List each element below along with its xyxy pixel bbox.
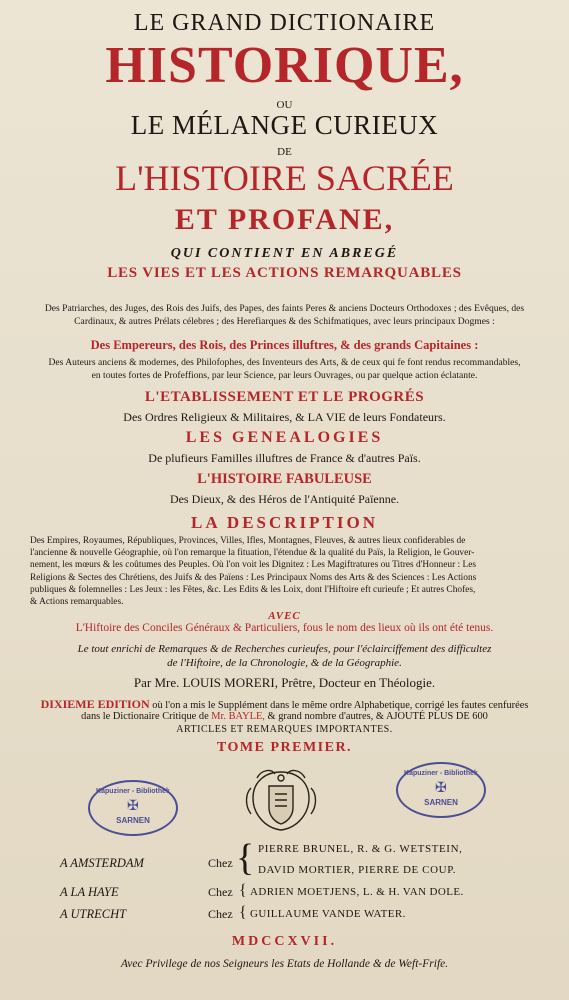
- edition-bayle: Mr. BAYLE,: [211, 711, 265, 722]
- tome-line: TOME PREMIER.: [216, 740, 353, 755]
- title-line-1: LE GRAND DICTIONAIRE: [133, 10, 436, 36]
- author-line: Par Mre. LOUIS MORERI, Prêtre, Docteur en Théologie.: [133, 675, 436, 690]
- auteurs-line-2: en toutes fortes de Profeffions, par leur Science, par leurs Ouvrages, ou par quelque action éclatante.: [91, 370, 478, 381]
- enrichi-line-2: de l'Hiftoire, de la Chronologie, & de la Géographie.: [167, 657, 402, 669]
- avec-label: AVEC: [268, 610, 301, 622]
- edition-text-2a: dans le Dictionaire Critique de: [81, 711, 209, 722]
- etablissement-text: Des Ordres Religieux & Militaires, & LA VIE de leurs Fondateurs.: [123, 410, 446, 424]
- edition-line-2: [0, 711, 569, 722]
- brace-icon: {: [236, 837, 255, 879]
- edition-text-1: où l'on a mis le Supplément dans le même ordre Alphabetique, corrigé les fautes cenfurées: [152, 700, 529, 711]
- imprint-utrecht-publisher: GUILLAUME VANDE WATER.: [250, 908, 406, 920]
- title-line-6: L'HISTOIRE SACRÉE: [115, 158, 454, 198]
- description-heading: LA DESCRIPTION: [190, 513, 378, 532]
- genealogies-heading: LES GENEALOGIES: [185, 429, 384, 446]
- imprint-amsterdam-line-1: PIERRE BRUNEL, R. & G. WETSTEIN,: [258, 843, 463, 855]
- title-line-7: ET PROFANE,: [174, 203, 395, 236]
- imprint-chez-2: Chez: [208, 885, 233, 899]
- conciles-line: L'Hiftoire des Conciles Généraux & Particuliers, fous le nom des lieux où ils ont été tenus.: [75, 622, 494, 634]
- stamp-right-top: Kapuziner - Bibliothek: [404, 770, 478, 777]
- library-stamp-left: [88, 780, 178, 836]
- vies-text-1: Des Patriarches, des Juges, des Rois des Juifs, des Papes, des faints Peres & anciens Docteurs Orthodoxes ; des Evêques, des: [44, 303, 525, 314]
- title-de: DE: [277, 146, 292, 158]
- edition-text-2c: & grand nombre d'autres, & AJOUTÉ PLUS DE 600: [267, 711, 488, 722]
- cross-icon: ✠: [435, 779, 447, 795]
- library-stamp-right: [396, 762, 486, 818]
- auteurs-line-1: Des Auteurs anciens & modernes, des Philofophes, des Inventeurs des Arts, & de ceux qui fe font rendus recommandables,: [48, 357, 521, 368]
- description-line: Des Empires, Royaumes, Républiques, Provinces, Villes, Ifles, Montagnes, Fleuves, & autres lieux confiderables de: [30, 536, 466, 546]
- small-brace-icon: {: [239, 904, 247, 921]
- imprint-city-utrecht: A UTRECHT: [60, 907, 127, 921]
- description-line: l'ancienne & nouvelle Géographie, où l'on remarque la fituation, l'étendue & la qualité du Païs, la Religion, le Gouver-: [30, 548, 475, 559]
- description-paragraph: [30, 535, 540, 608]
- imprint-haye-publisher: ADRIEN MOETJENS, L. & H. VAN DOLE.: [250, 886, 464, 898]
- stamp-right-bottom: SARNEN: [424, 798, 458, 807]
- edition-label: DIXIEME EDITION: [40, 697, 150, 711]
- empereurs-line: Des Empereurs, des Rois, des Princes illuftres, & des grands Capitaines :: [90, 338, 479, 352]
- cross-icon: ✠: [127, 797, 139, 813]
- fabuleuse-text: Des Dieux, & des Héros de l'Antiquité Païenne.: [169, 492, 400, 506]
- genealogies-text: De plufieurs Familles illuftres de France & d'autres Païs.: [148, 451, 421, 465]
- vies-text-2: Cardinaux, & autres Prélats célebres ; des Herefiarques & des Schifmatiques, avec leurs principaux Dogmes :: [74, 316, 495, 327]
- title-main-word: HISTORIQUE,: [105, 37, 464, 94]
- enrichi-line-1: Le tout enrichi de Remarques & de Recherches curieufes, pour l'éclairciffement des difficultez: [77, 643, 492, 655]
- printer-device-ornament-icon: [243, 768, 319, 834]
- description-line: publiques & folemnelles : Les Jeux : les Fêtes, &c. Les Edits & les Loix, dont l'Hiftoire eft curieufe ; Et autres Chofes,: [30, 584, 476, 595]
- description-line: & Actions remarquables.: [30, 597, 124, 608]
- imprint-chez-3: Chez: [208, 907, 233, 921]
- title-line-4: LE MÉLANGE CURIEUX: [130, 110, 439, 140]
- stamp-left-bottom: SARNEN: [116, 816, 150, 825]
- fabuleuse-heading: L'HISTOIRE FABULEUSE: [197, 471, 372, 487]
- title-ou: OU: [276, 99, 293, 111]
- imprint-privilege: Avec Privilege de nos Seigneurs les Etats de Hollande & de Weft-Frife.: [120, 958, 449, 970]
- imprint-year: MDCCXVII.: [231, 934, 338, 949]
- description-line: Religions & Sectes des Chrétiens, des Juifs & des Païens : Les Principaux Noms des Arts & des Sciences : Les Actions: [30, 572, 477, 583]
- description-line: nement, les mœurs & les coûtumes des Peuples. Où l'on voit les Dignitez : Les Magiftratures ou Titres d'Honneur : Les: [30, 560, 477, 571]
- etablissement-heading: L'ETABLISSEMENT ET LE PROGRÉS: [144, 389, 425, 405]
- imprint-city-amsterdam: A AMSTERDAM: [60, 856, 144, 870]
- edition-line-3: ARTICLES ET REMARQUES IMPORTANTES.: [176, 724, 393, 735]
- imprint-chez-1: Chez: [208, 856, 233, 870]
- imprint-city-haye: A LA HAYE: [60, 885, 119, 899]
- imprint-amsterdam-line-2: DAVID MORTIER, PIERRE DE COUP.: [258, 864, 457, 876]
- vies-heading: LES VIES ET LES ACTIONS REMARQUABLES: [107, 265, 462, 281]
- title-line-8: QUI CONTIENT EN ABREGÉ: [170, 246, 399, 261]
- stamp-left-top: Kapuziner - Bibliothek: [96, 788, 170, 795]
- small-brace-icon: {: [239, 882, 247, 899]
- edition-line-1: [0, 697, 569, 712]
